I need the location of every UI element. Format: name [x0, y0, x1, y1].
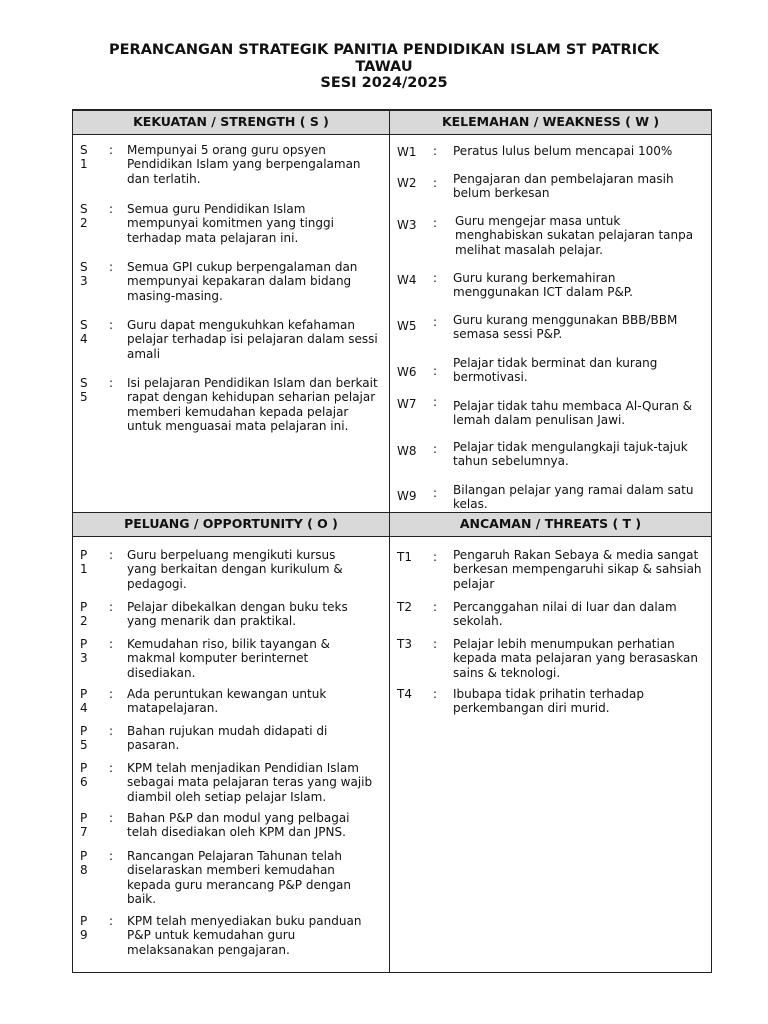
item-separator: :	[433, 637, 438, 651]
item-text: Ibubapa tidak prihatin terhadap perkembangan diri murid.	[453, 687, 644, 716]
threats-header-label: ANCAMAN / THREATS ( T )	[459, 516, 642, 531]
item-text: KPM telah menjadikan Pendidian Islam sebagai mata pelajaran teras yang wajib diambil oleh setiap pelajar Islam.	[127, 761, 373, 804]
item-code: T3	[397, 637, 412, 651]
column-divider	[389, 109, 390, 973]
item-separator: :	[109, 600, 114, 614]
item-code: W9	[397, 489, 417, 503]
weakness-header	[389, 110, 712, 135]
item-code: W3	[397, 218, 417, 232]
item-separator: :	[433, 144, 438, 158]
item-separator: :	[109, 811, 114, 825]
title-line-1: PERANCANGAN STRATEGIK PANITIA PENDIDIKAN ISLAM ST PATRICK	[109, 42, 659, 58]
item-separator: :	[109, 202, 114, 216]
item-text: Kemudahan riso, bilik tayangan & makmal komputer berinternet disediakan.	[127, 637, 331, 680]
item-code: S 4	[80, 318, 88, 347]
item-text: Pelajar tidak berminat dan kurang bermotivasi.	[453, 356, 658, 385]
item-code: P 4	[80, 687, 88, 716]
item-code: P 9	[80, 914, 88, 943]
item-text: Pelajar tidak tahu membaca Al-Quran & lemah dalam penulisan Jawi.	[453, 399, 693, 428]
item-code: W5	[397, 319, 417, 333]
item-code: P 1	[80, 548, 88, 577]
item-text: KPM telah menyediakan buku panduan P&P untuk kemudahan guru melaksanakan pengajaran.	[127, 914, 362, 957]
item-separator: :	[109, 849, 114, 863]
threats-header	[389, 512, 712, 537]
item-text: Semua GPI cukup berpengalaman dan mempunyai kepakaran dalam bidang masing-masing.	[127, 260, 358, 303]
document-title	[60, 42, 708, 92]
item-text: Bilangan pelajar yang ramai dalam satu kelas.	[453, 483, 694, 512]
item-text: Pelajar dibekalkan dengan buku teks yang menarik dan praktikal.	[127, 600, 348, 629]
item-code: W6	[397, 365, 417, 379]
item-separator: :	[433, 550, 438, 564]
item-separator: :	[109, 687, 114, 701]
item-separator: :	[109, 260, 114, 274]
item-code: T2	[397, 600, 412, 614]
item-text: Guru berpeluang mengikuti kursus yang berkaitan dengan kurikulum & pedagogi.	[127, 548, 343, 591]
item-code: S 5	[80, 376, 88, 405]
item-separator: :	[109, 143, 114, 157]
item-text: Percanggahan nilai di luar dan dalam sekolah.	[453, 600, 677, 629]
item-separator: :	[433, 216, 438, 230]
item-code: W4	[397, 273, 417, 287]
item-separator: :	[433, 600, 438, 614]
item-text: Semua guru Pendidikan Islam mempunyai komitmen yang tinggi terhadap mata pelajaran ini.	[127, 202, 334, 245]
item-separator: :	[109, 318, 114, 332]
opportunity-header-label: PELUANG / OPPORTUNITY ( O )	[124, 516, 338, 531]
item-text: Isi pelajaran Pendidikan Islam dan berkait rapat dengan kehidupan seharian pelajar memberi kemudahan kepada pelajar untuk menguasai mata pelajaran ini.	[127, 376, 378, 434]
opportunity-header	[72, 512, 390, 537]
strength-header	[72, 110, 390, 135]
item-text: Pengajaran dan pembelajaran masih belum berkesan	[453, 172, 674, 201]
title-line-2: TAWAU	[355, 58, 413, 75]
item-text: Ada peruntukan kewangan untuk matapelajaran.	[127, 687, 327, 716]
item-code: S 1	[80, 143, 88, 172]
item-separator: :	[433, 364, 438, 378]
item-text: Guru dapat mengukuhkan kefahaman pelajar terhadap isi pelajaran dalam sessi amali	[127, 318, 378, 361]
item-text: Guru kurang menggunakan BBB/BBM semasa sessi P&P.	[453, 313, 678, 342]
item-separator: :	[109, 914, 114, 928]
item-separator: :	[433, 395, 438, 409]
item-text: Peratus lulus belum mencapai 100%	[453, 144, 673, 158]
item-separator: :	[109, 761, 114, 775]
item-text: Mempunyai 5 orang guru opsyen Pendidikan Islam yang berpengalaman dan terlatih.	[127, 143, 361, 186]
item-separator: :	[433, 176, 438, 190]
item-code: P 7	[80, 811, 88, 840]
item-text: Guru kurang berkemahiran menggunakan ICT dalam P&P.	[453, 271, 633, 300]
item-text: Pengaruh Rakan Sebaya & media sangat berkesan mempengaruhi sikap & sahsiah pelajar	[453, 548, 702, 591]
title-line-3: SESI 2024/2025	[320, 75, 448, 91]
item-code: P 6	[80, 761, 88, 790]
item-code: W2	[397, 176, 417, 190]
item-text: Bahan P&P dan modul yang pelbagai telah disediakan oleh KPM dan JPNS.	[127, 811, 350, 840]
item-code: W8	[397, 444, 417, 458]
item-code: T1	[397, 550, 412, 564]
item-separator: :	[109, 376, 114, 390]
item-text: Guru mengejar masa untuk menghabiskan sukatan pelajaran tanpa melihat masalah pelajar.	[455, 214, 694, 257]
item-separator: :	[433, 486, 438, 500]
item-text: Pelajar lebih menumpukan perhatian kepada mata pelajaran yang berasaskan sains & teknologi.	[453, 637, 698, 680]
item-text: Bahan rujukan mudah didapati di pasaran.	[127, 724, 328, 753]
item-code: W7	[397, 397, 417, 411]
item-code: P 2	[80, 600, 88, 629]
weakness-header-label: KELEMAHAN / WEAKNESS ( W )	[441, 114, 660, 129]
item-separator: :	[433, 271, 438, 285]
item-separator: :	[109, 637, 114, 651]
item-separator: :	[109, 548, 114, 562]
item-code: S 2	[80, 202, 88, 231]
item-separator: :	[433, 442, 438, 456]
item-text: Rancangan Pelajaran Tahunan telah diselaraskan memberi kemudahan kepada guru merancang P&P dengan baik.	[127, 849, 352, 907]
strength-header-label: KEKUATAN / STRENGTH ( S )	[133, 114, 329, 129]
item-code: P 3	[80, 637, 88, 666]
item-text: Pelajar tidak mengulangkaji tajuk-tajuk tahun sebelumnya.	[453, 440, 688, 469]
item-separator: :	[433, 687, 438, 701]
item-code: W1	[397, 145, 417, 159]
item-code: P 8	[80, 849, 88, 878]
item-separator: :	[109, 724, 114, 738]
item-code: P 5	[80, 724, 88, 753]
item-separator: :	[433, 315, 438, 329]
item-code: T4	[397, 687, 412, 701]
item-code: S 3	[80, 260, 88, 289]
